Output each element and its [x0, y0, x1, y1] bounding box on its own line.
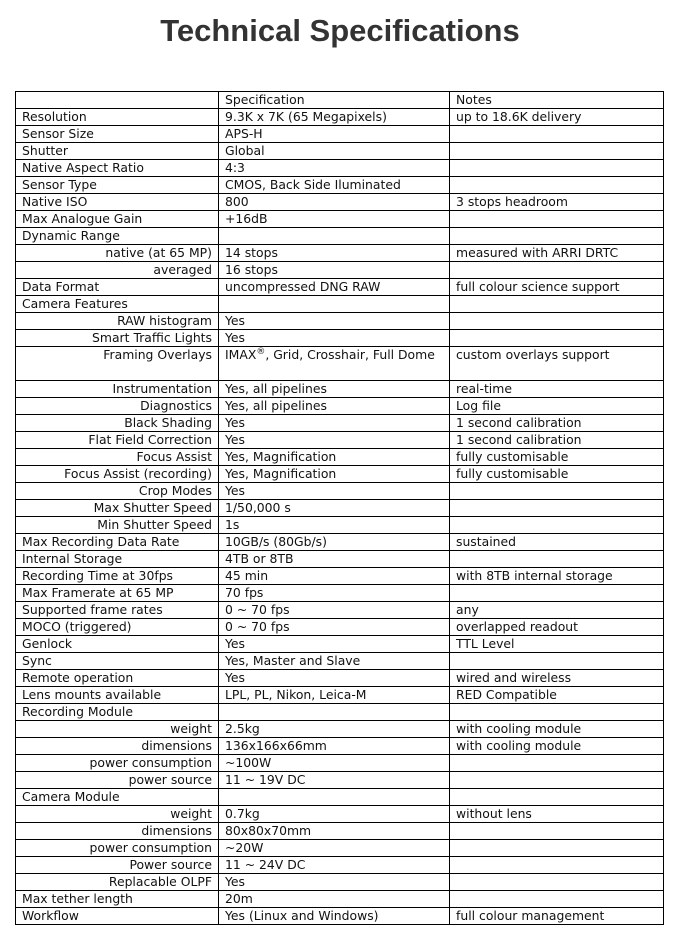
row-label-cell: Camera Module [16, 789, 219, 806]
row-spec-cell: Yes [219, 636, 450, 653]
header-notes-cell: Notes [450, 92, 664, 109]
table-row [16, 619, 664, 636]
row-label-cell: Recording Time at 30fps [16, 568, 219, 585]
row-notes-cell: full colour management [450, 908, 664, 925]
row-label-cell: Native ISO [16, 194, 219, 211]
table-row [16, 330, 664, 347]
table-row [16, 568, 664, 585]
table-row [16, 840, 664, 857]
row-label-cell: Replacable OLPF [16, 874, 219, 891]
row-notes-cell: full colour science support [450, 279, 664, 296]
row-notes-cell: fully customisable [450, 466, 664, 483]
table-row [16, 908, 664, 925]
row-spec-cell: Yes, all pipelines [219, 398, 450, 415]
registered-mark: ® [256, 346, 266, 357]
row-spec-cell: 136x166x66mm [219, 738, 450, 755]
table-row [16, 449, 664, 466]
row-spec-cell: 11 ~ 24V DC [219, 857, 450, 874]
row-label-cell: power consumption [16, 755, 219, 772]
row-label-cell: Instrumentation [16, 381, 219, 398]
row-spec-cell: APS-H [219, 126, 450, 143]
row-notes-cell [450, 891, 664, 908]
row-notes-cell: fully customisable [450, 449, 664, 466]
table-row [16, 279, 664, 296]
row-label-cell: Max Shutter Speed [16, 500, 219, 517]
row-label-cell: Max Analogue Gain [16, 211, 219, 228]
row-label-cell: Recording Module [16, 704, 219, 721]
row-label-cell: dimensions [16, 823, 219, 840]
row-label-cell: RAW histogram [16, 313, 219, 330]
table-row [16, 653, 664, 670]
row-spec-cell: Yes [219, 874, 450, 891]
row-spec-cell: ~100W [219, 755, 450, 772]
row-label-cell: Smart Traffic Lights [16, 330, 219, 347]
table-row [16, 177, 664, 194]
row-label-cell: Max tether length [16, 891, 219, 908]
row-spec-cell: 10GB/s (80Gb/s) [219, 534, 450, 551]
table-row [16, 347, 664, 381]
row-notes-cell: 1 second calibration [450, 432, 664, 449]
table-row [16, 432, 664, 449]
table-row [16, 755, 664, 772]
row-notes-cell [450, 160, 664, 177]
row-spec-cell: 20m [219, 891, 450, 908]
row-notes-cell: Log file [450, 398, 664, 415]
table-row [16, 721, 664, 738]
row-label-cell: weight [16, 721, 219, 738]
table-row [16, 245, 664, 262]
table-row [16, 143, 664, 160]
row-spec-cell: 2.5kg [219, 721, 450, 738]
row-label-cell: Focus Assist (recording) [16, 466, 219, 483]
table-row [16, 806, 664, 823]
row-spec-cell: +16dB [219, 211, 450, 228]
row-notes-cell [450, 262, 664, 279]
row-spec-cell [219, 789, 450, 806]
spec-table-body [16, 92, 664, 925]
table-row [16, 534, 664, 551]
row-notes-cell: RED Compatible [450, 687, 664, 704]
row-notes-cell [450, 517, 664, 534]
page-title: Technical Specifications [160, 13, 520, 48]
row-label-cell: Sensor Size [16, 126, 219, 143]
row-label-cell: Min Shutter Speed [16, 517, 219, 534]
header-spec-cell: Specification [219, 92, 450, 109]
row-spec-cell: Yes, Master and Slave [219, 653, 450, 670]
row-label-cell: power consumption [16, 840, 219, 857]
row-notes-cell [450, 177, 664, 194]
row-spec-cell: Yes [219, 483, 450, 500]
row-label-cell: Diagnostics [16, 398, 219, 415]
row-spec-cell: 14 stops [219, 245, 450, 262]
row-spec-cell: Yes, Magnification [219, 449, 450, 466]
row-notes-cell [450, 126, 664, 143]
table-row [16, 228, 664, 245]
row-notes-cell [450, 653, 664, 670]
row-notes-cell [450, 228, 664, 245]
table-row [16, 551, 664, 568]
row-spec-cell: 70 fps [219, 585, 450, 602]
row-label-cell: Sync [16, 653, 219, 670]
row-notes-cell [450, 296, 664, 313]
row-spec-cell: 800 [219, 194, 450, 211]
row-spec-cell: Yes [219, 330, 450, 347]
table-row [16, 194, 664, 211]
table-row [16, 415, 664, 432]
row-spec-cell: 1/50,000 s [219, 500, 450, 517]
table-row [16, 585, 664, 602]
row-notes-cell: with cooling module [450, 738, 664, 755]
table-row [16, 466, 664, 483]
row-label-cell: Sensor Type [16, 177, 219, 194]
row-spec-cell: 11 ~ 19V DC [219, 772, 450, 789]
table-row [16, 313, 664, 330]
row-label-cell: Data Format [16, 279, 219, 296]
table-row [16, 126, 664, 143]
row-label-cell: averaged [16, 262, 219, 279]
row-notes-cell: 1 second calibration [450, 415, 664, 432]
row-spec-cell: ~20W [219, 840, 450, 857]
row-spec-cell: Yes, all pipelines [219, 381, 450, 398]
row-spec-cell: 1s [219, 517, 450, 534]
row-notes-cell [450, 313, 664, 330]
table-row [16, 109, 664, 126]
row-spec-cell: uncompressed DNG RAW [219, 279, 450, 296]
row-notes-cell: up to 18.6K delivery [450, 109, 664, 126]
table-row [16, 738, 664, 755]
spec-text-rest: , Grid, Crosshair, Full Dome [265, 347, 435, 362]
row-label-cell: Lens mounts available [16, 687, 219, 704]
spec-table [15, 91, 664, 925]
row-notes-cell [450, 874, 664, 891]
row-notes-cell [450, 823, 664, 840]
table-row [16, 857, 664, 874]
row-notes-cell: wired and wireless [450, 670, 664, 687]
row-label-cell: Power source [16, 857, 219, 874]
row-notes-cell [450, 330, 664, 347]
row-notes-cell: any [450, 602, 664, 619]
table-row [16, 789, 664, 806]
row-notes-cell [450, 857, 664, 874]
row-label-cell: Max Framerate at 65 MP [16, 585, 219, 602]
row-label-cell: Camera Features [16, 296, 219, 313]
row-spec-cell: 9.3K x 7K (65 Megapixels) [219, 109, 450, 126]
row-notes-cell: custom overlays support [450, 347, 664, 381]
row-label-cell: Workflow [16, 908, 219, 925]
row-label-cell: Resolution [16, 109, 219, 126]
row-notes-cell: sustained [450, 534, 664, 551]
table-row [16, 398, 664, 415]
row-notes-cell [450, 704, 664, 721]
row-notes-cell [450, 211, 664, 228]
row-notes-cell: real-time [450, 381, 664, 398]
row-label-cell: Supported frame rates [16, 602, 219, 619]
row-spec-cell: Yes [219, 415, 450, 432]
row-label-cell: Shutter [16, 143, 219, 160]
table-row [16, 211, 664, 228]
table-row [16, 160, 664, 177]
row-label-cell: Remote operation [16, 670, 219, 687]
row-spec-cell [219, 228, 450, 245]
row-spec-cell: 4TB or 8TB [219, 551, 450, 568]
row-notes-cell [450, 755, 664, 772]
row-notes-cell: with 8TB internal storage [450, 568, 664, 585]
row-spec-cell: 0 ~ 70 fps [219, 619, 450, 636]
table-row [16, 891, 664, 908]
table-row [16, 874, 664, 891]
row-notes-cell [450, 789, 664, 806]
row-spec-cell: 0 ~ 70 fps [219, 602, 450, 619]
row-spec-cell [219, 296, 450, 313]
table-row [16, 296, 664, 313]
row-label-cell: Internal Storage [16, 551, 219, 568]
table-row [16, 483, 664, 500]
row-spec-cell: LPL, PL, Nikon, Leica-M [219, 687, 450, 704]
row-spec-cell: Yes [219, 670, 450, 687]
row-notes-cell [450, 772, 664, 789]
row-label-cell: Focus Assist [16, 449, 219, 466]
row-label-cell: MOCO (triggered) [16, 619, 219, 636]
row-notes-cell [450, 585, 664, 602]
table-row [16, 262, 664, 279]
row-spec-cell: Yes, Magnification [219, 466, 450, 483]
table-row [16, 381, 664, 398]
row-label-cell: dimensions [16, 738, 219, 755]
table-row [16, 823, 664, 840]
table-header-row [16, 92, 664, 109]
row-label-cell: Crop Modes [16, 483, 219, 500]
row-label-cell: Genlock [16, 636, 219, 653]
table-row [16, 636, 664, 653]
row-spec-cell: 4:3 [219, 160, 450, 177]
row-spec-cell: Yes [219, 313, 450, 330]
row-label-cell: Flat Field Correction [16, 432, 219, 449]
row-spec-cell [219, 347, 450, 381]
row-notes-cell [450, 840, 664, 857]
row-notes-cell: overlapped readout [450, 619, 664, 636]
row-spec-cell: 80x80x70mm [219, 823, 450, 840]
row-spec-cell: 0.7kg [219, 806, 450, 823]
row-notes-cell: 3 stops headroom [450, 194, 664, 211]
table-row [16, 500, 664, 517]
row-label-cell: Framing Overlays [16, 347, 219, 381]
row-notes-cell [450, 143, 664, 160]
header-label-cell [16, 92, 219, 109]
row-label-cell: power source [16, 772, 219, 789]
row-notes-cell: TTL Level [450, 636, 664, 653]
table-row [16, 670, 664, 687]
row-notes-cell [450, 551, 664, 568]
row-label-cell: Dynamic Range [16, 228, 219, 245]
row-spec-cell: Yes (Linux and Windows) [219, 908, 450, 925]
table-row [16, 772, 664, 789]
row-notes-cell: without lens [450, 806, 664, 823]
row-label-cell: Black Shading [16, 415, 219, 432]
table-row [16, 687, 664, 704]
row-spec-cell: Yes [219, 432, 450, 449]
row-notes-cell [450, 483, 664, 500]
row-spec-cell [219, 704, 450, 721]
row-notes-cell: with cooling module [450, 721, 664, 738]
row-spec-cell: 16 stops [219, 262, 450, 279]
row-notes-cell: measured with ARRI DRTC [450, 245, 664, 262]
row-spec-cell: 45 min [219, 568, 450, 585]
table-row [16, 602, 664, 619]
spec-text: IMAX [225, 347, 257, 362]
row-spec-cell: Global [219, 143, 450, 160]
row-label-cell: native (at 65 MP) [16, 245, 219, 262]
row-spec-cell: CMOS, Back Side Iluminated [219, 177, 450, 194]
row-label-cell: Max Recording Data Rate [16, 534, 219, 551]
row-label-cell: Native Aspect Ratio [16, 160, 219, 177]
row-label-cell: weight [16, 806, 219, 823]
row-notes-cell [450, 500, 664, 517]
table-row [16, 517, 664, 534]
table-row [16, 704, 664, 721]
